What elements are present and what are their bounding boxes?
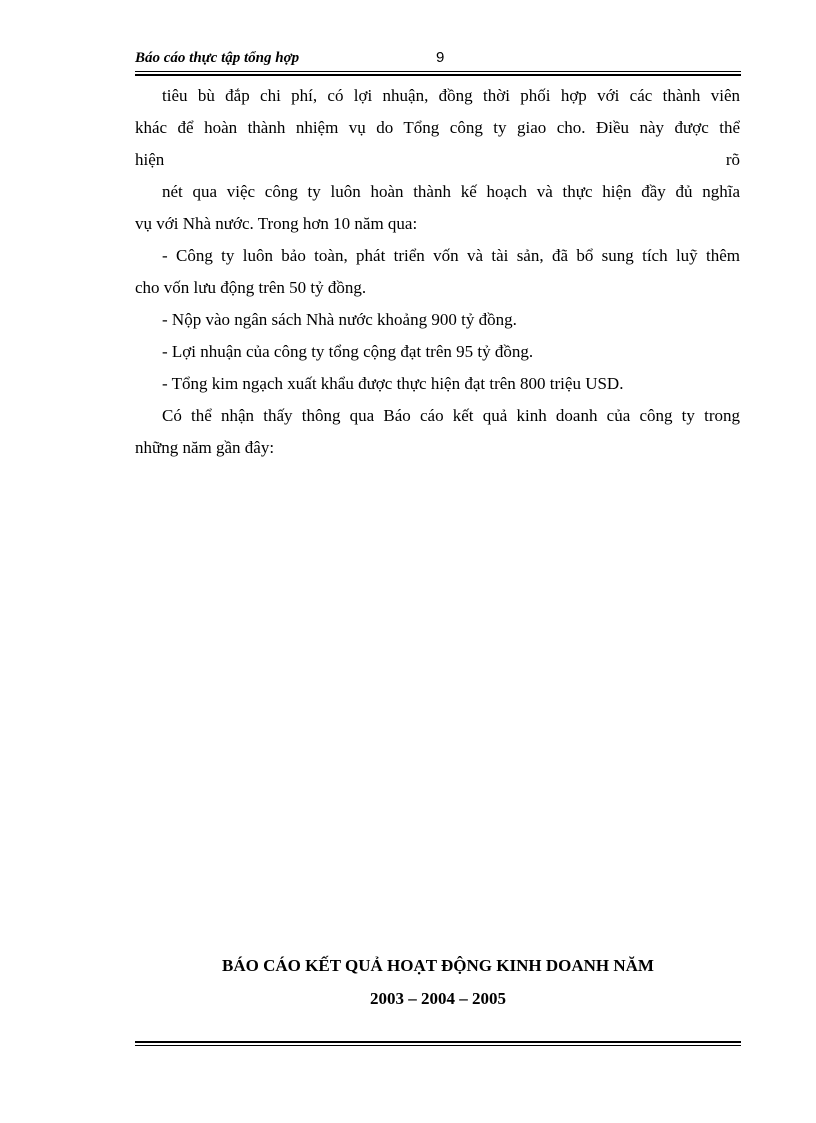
paragraph-line: khác để hoàn thành nhiệm vụ do Tổng công ty giao cho. Điều này được thể (135, 118, 740, 137)
body-text (135, 80, 740, 464)
page-number: 9 (436, 49, 445, 66)
report-years: 2003 – 2004 – 2005 (370, 989, 506, 1008)
report-title: BÁO CÁO KẾT QUẢ HOẠT ĐỘNG KINH DOANH NĂM (222, 956, 654, 975)
paragraph-line: cho vốn lưu động trên 50 tỷ đồng. (135, 278, 367, 297)
paragraph-line-split (135, 144, 740, 176)
bullet-item: - Nộp vào ngân sách Nhà nước khoảng 900 tỷ đồng. (162, 310, 517, 329)
bullet-item: - Lợi nhuận của công ty tổng cộng đạt trên 95 tỷ đồng. (162, 342, 534, 361)
header-rule-bottom (135, 74, 741, 76)
bullet-item: - Công ty luôn bảo toàn, phát triển vốn và tài sản, đã bổ sung tích luỹ thêm (162, 246, 740, 265)
header-rule-top (135, 71, 741, 72)
paragraph-line-right: rõ (725, 150, 740, 169)
footer-rule-top (135, 1041, 741, 1043)
paragraph-line: Có thể nhận thấy thông qua Báo cáo kết quả kinh doanh của công ty trong (162, 406, 740, 425)
paragraph-line: nét qua việc công ty luôn hoàn thành kế hoạch và thực hiện đầy đủ nghĩa (162, 182, 740, 201)
header-title: Báo cáo thực tập tổng hợp (135, 50, 300, 66)
paragraph-line-left: hiện (135, 150, 165, 169)
bullet-item: - Tổng kim ngạch xuất khẩu được thực hiện đạt trên 800 triệu USD. (162, 374, 624, 393)
paragraph-line: tiêu bù đắp chi phí, có lợi nhuận, đồng thời phối hợp với các thành viên (162, 86, 740, 105)
paragraph-line: vụ với Nhà nước. Trong hơn 10 năm qua: (135, 214, 418, 233)
footer-rule-bottom (135, 1045, 741, 1046)
paragraph-line: những năm gần đây: (135, 438, 275, 457)
